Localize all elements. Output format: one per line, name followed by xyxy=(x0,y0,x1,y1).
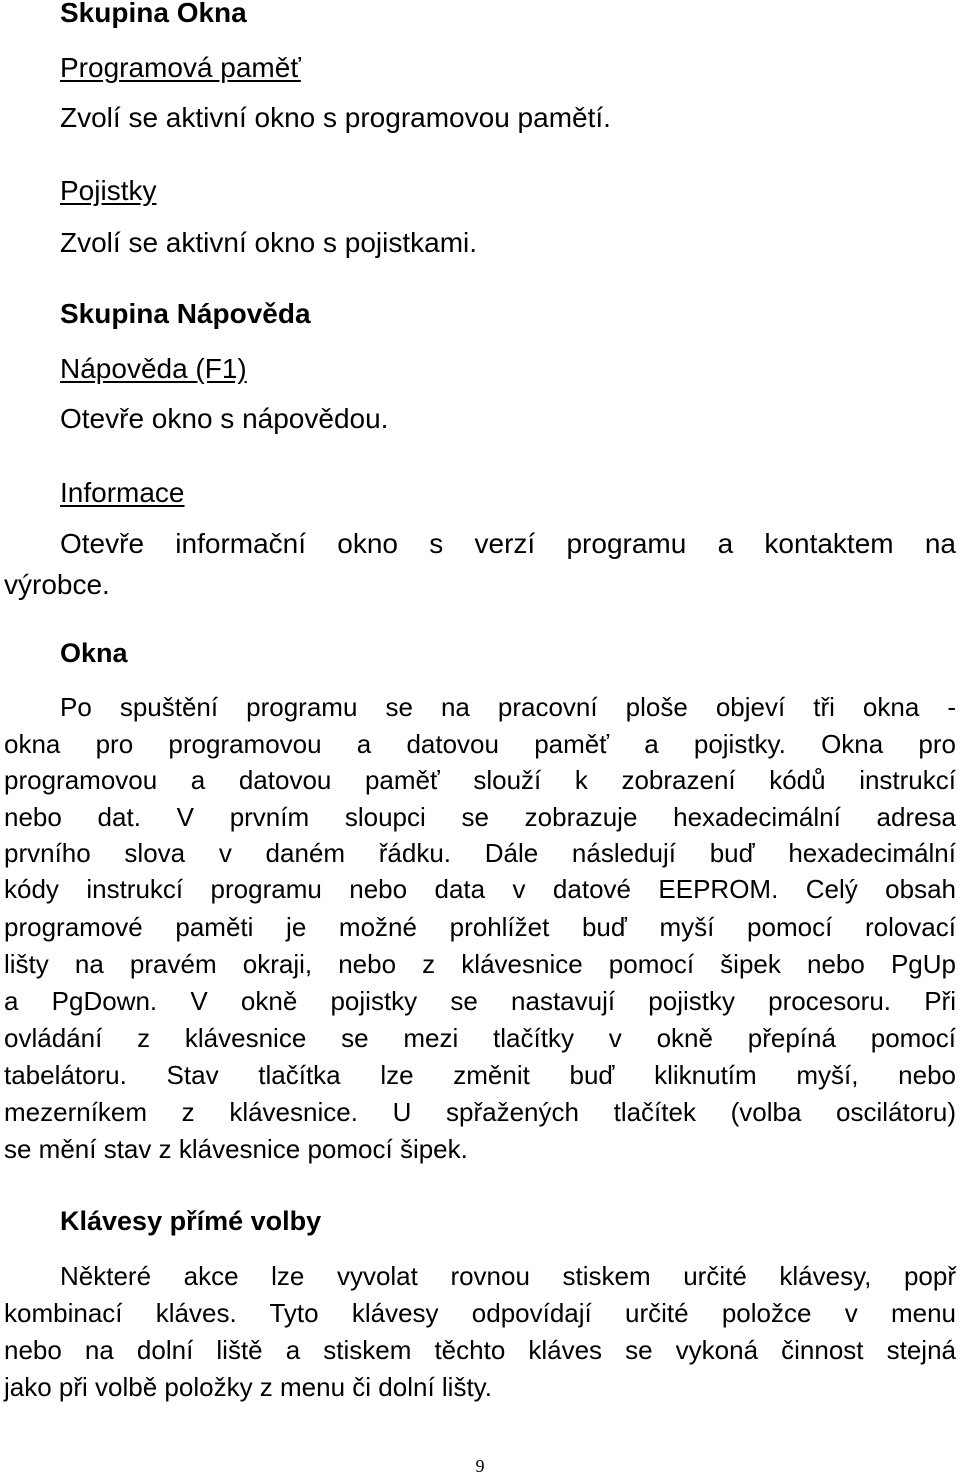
heading-skupina-okna: Skupina Okna xyxy=(60,0,247,28)
paragraph-line: se mění stav z klávesnice pomocí šipek. xyxy=(4,1134,468,1164)
paragraph-line: kódy instrukcí programu nebo data v datové EEPROM. Celý obsah xyxy=(4,874,956,904)
paragraph-line: mezerníkem z klávesnice. U spřažených tlačítek (volba oscilátoru) xyxy=(4,1097,956,1127)
menu-item-description: Zvolí se aktivní okno s pojistkami. xyxy=(60,227,478,258)
heading-okna: Okna xyxy=(60,638,128,668)
paragraph-line: prvního slova v daném řádku. Dále následují buď hexadecimální xyxy=(4,838,956,868)
menu-item-description: Otevře okno s nápovědou. xyxy=(60,403,389,434)
menu-item-pojistky: Pojistky xyxy=(60,175,157,206)
page-number: 9 xyxy=(475,1456,485,1476)
paragraph-line: programovou a datovou paměť slouží k zobrazení kódů instrukcí xyxy=(4,765,956,795)
paragraph-line: a PgDown. V okně pojistky se nastavují pojistky procesoru. Při xyxy=(4,986,956,1016)
menu-item-informace: Informace xyxy=(60,477,185,508)
paragraph-line: Po spuštění programu se na pracovní ploše objeví tři okna - xyxy=(60,692,956,722)
heading-klavesy-prime-volby: Klávesy přímé volby xyxy=(60,1206,322,1236)
menu-item-description: Otevře informační okno s verzí programu a kontaktem na xyxy=(60,528,956,559)
menu-item-description: výrobce. xyxy=(4,569,110,600)
paragraph-line: kombinací kláves. Tyto klávesy odpovídají určité položce v menu xyxy=(4,1298,956,1328)
paragraph-line: jako při volbě položky z menu či dolní lišty. xyxy=(4,1372,492,1402)
paragraph-line: lišty na pravém okraji, nebo z klávesnice pomocí šipek nebo PgUp xyxy=(4,949,956,979)
paragraph-line: ovládání z klávesnice se mezi tlačítky v okně přepíná pomocí xyxy=(4,1023,956,1053)
paragraph-line: Některé akce lze vyvolat rovnou stiskem určité klávesy, popř xyxy=(60,1261,956,1291)
heading-skupina-napoveda: Skupina Nápověda xyxy=(60,298,311,329)
paragraph-line: tabelátoru. Stav tlačítka lze změnit buď kliknutím myší, nebo xyxy=(4,1060,956,1090)
paragraph-line: okna pro programovou a datovou paměť a pojistky. Okna pro xyxy=(4,729,956,759)
menu-item-programova-pamet: Programová paměť xyxy=(60,52,301,83)
paragraph-line: programové paměti je možné prohlížet buď myší pomocí rolovací xyxy=(4,912,956,942)
paragraph-line: nebo dat. V prvním sloupci se zobrazuje hexadecimální adresa xyxy=(4,802,956,832)
paragraph-line: nebo na dolní liště a stiskem těchto kláves se vykoná činnost stejná xyxy=(4,1335,956,1365)
menu-item-napoveda: Nápověda (F1) xyxy=(60,353,247,384)
menu-item-description: Zvolí se aktivní okno s programovou pamětí. xyxy=(60,102,611,133)
